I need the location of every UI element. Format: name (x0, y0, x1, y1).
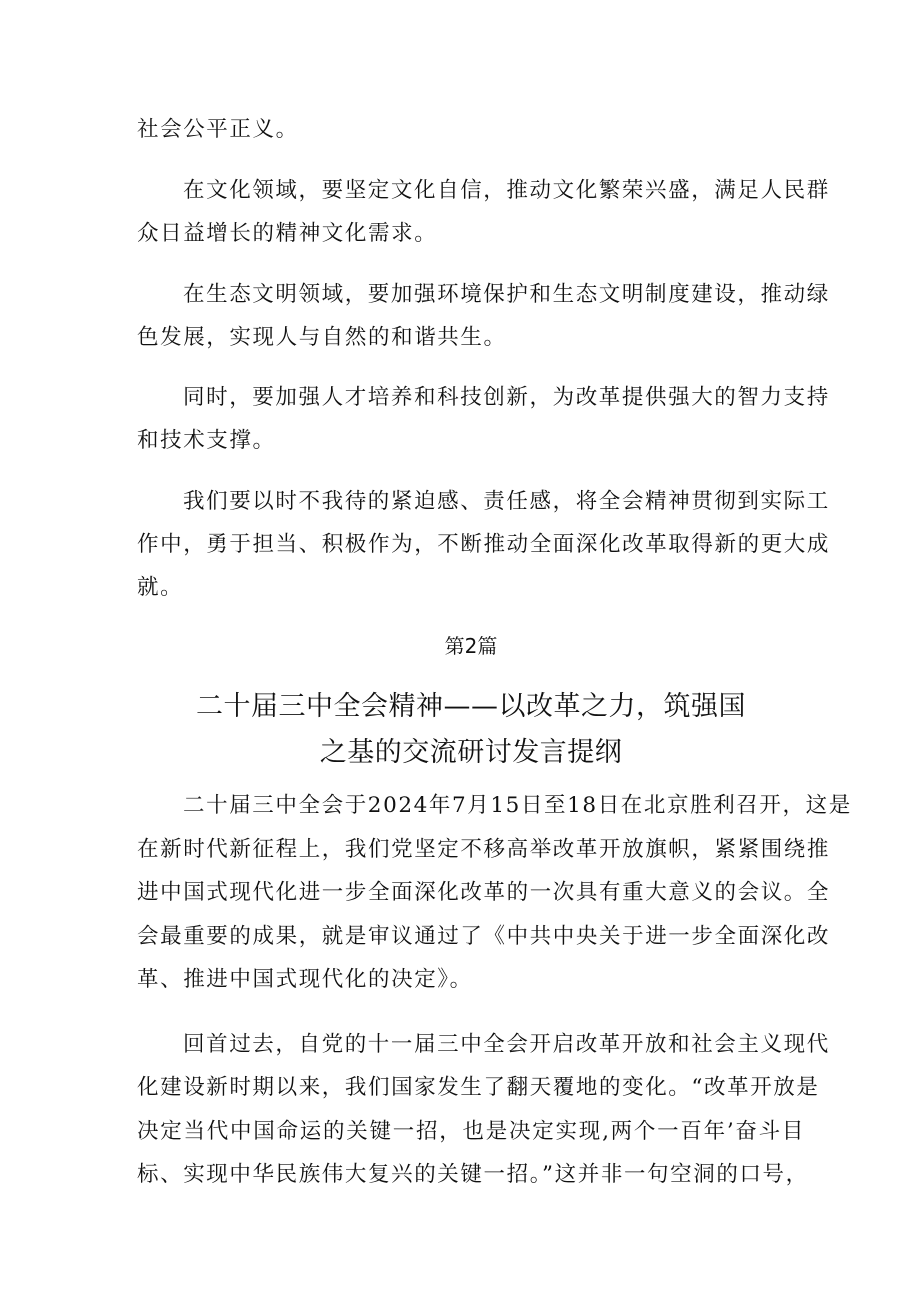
paragraph-line: 在新时代新征程上，我们党坚定不移高举改革开放旗帜，紧紧围绕推 (137, 837, 831, 862)
paragraph-line: 同时，要加强人才培养和科技创新，为改革提供强大的智力支持 (183, 385, 830, 410)
paragraph-line: 决定当代中国命运的关键一招，也是决定实现‚两个一百年’奋斗目 (137, 1119, 805, 1144)
paragraph-line: 就。 (137, 575, 184, 600)
article-title-line: 之基的交流研讨发言提纲 (319, 737, 623, 768)
paragraph-line: 回首过去，自党的十一届三中全会开启改革开放和社会主义现代 (183, 1032, 830, 1057)
paragraph-line: 作中，勇于担当、积极作为，不断推动全面深化改革取得新的更大成 (137, 532, 831, 557)
article-number-heading: 第2篇 (444, 634, 498, 658)
paragraph-line: 化建设新时期以来，我们国家发生了翻天覆地的变化。“改革开放是 (137, 1075, 820, 1100)
paragraph-line: 色发展，实现人与自然的和谐共生。 (137, 325, 507, 350)
paragraph-line: 会最重要的成果，就是审议通过了《中共中央关于进一步全面深化改 (137, 924, 831, 949)
paragraph-line: 社会公平正义。 (137, 117, 299, 142)
article-title-line: 二十届三中全会精神——以改革之力，筑强国 (196, 691, 746, 722)
paragraph-line: 在文化领域，要坚定文化自信，推动文化繁荣兴盛，满足人民群 (183, 178, 830, 203)
paragraph-line: 我们要以时不我待的紧迫感、责任感，将全会精神贯彻到实际工 (183, 489, 830, 514)
paragraph-line: 在生态文明领域，要加强环境保护和生态文明制度建设，推动绿 (183, 282, 830, 307)
paragraph-line: 标、实现中华民族伟大复兴的关键一招。”这并非一句空洞的口号， (137, 1162, 809, 1187)
paragraph-line: 革、推进中国式现代化的决定》。 (137, 967, 473, 992)
paragraph-line: 二十届三中全会于2024年7月15日至18日在北京胜利召开，这是 (183, 793, 852, 818)
paragraph-line: 和技术支撑。 (137, 428, 276, 453)
paragraph-line: 进中国式现代化进一步全面深化改革的一次具有重大意义的会议。全 (137, 880, 831, 905)
paragraph-line: 众日益增长的精神文化需求。 (137, 221, 438, 246)
